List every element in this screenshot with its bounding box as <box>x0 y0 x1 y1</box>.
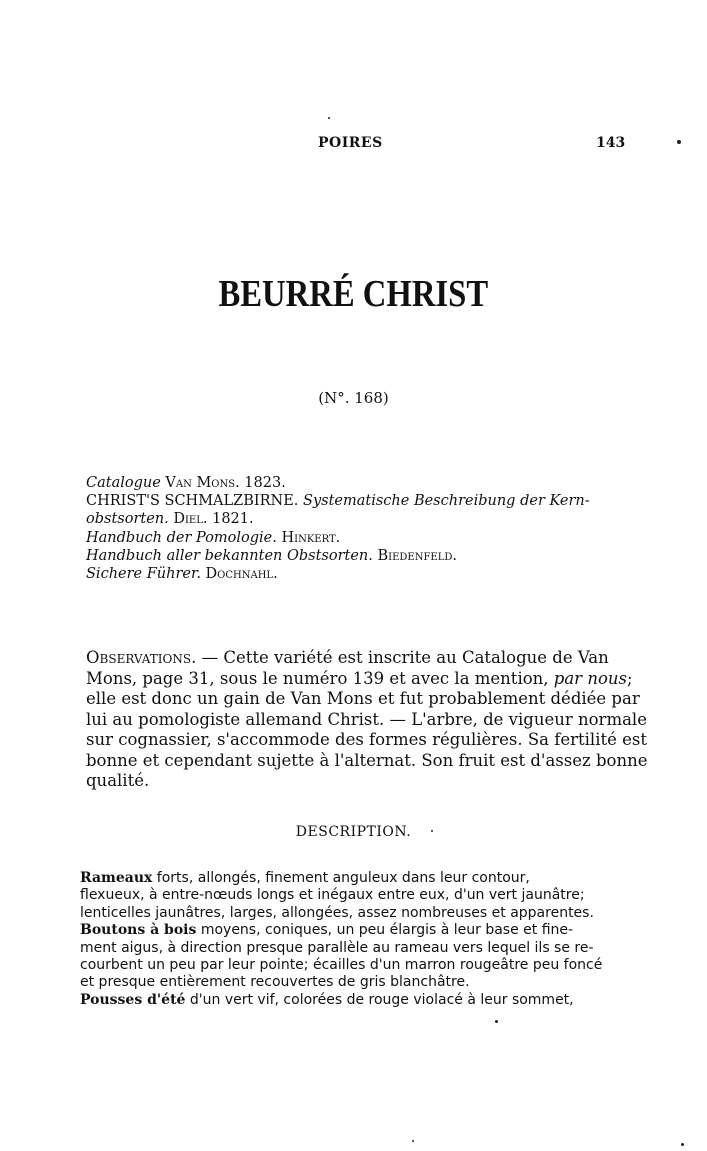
description-heading: DESCRIPTION. <box>295 824 412 840</box>
description-line <box>80 974 612 991</box>
description-line <box>80 922 612 939</box>
reference-line-part: CHRIST'S SCHMALZBIRNE. <box>86 493 304 510</box>
observations-line-part: Mons, page 31, sous le numéro 139 et avec la mention, <box>86 668 554 688</box>
scan-speck <box>328 117 330 119</box>
scan-speck <box>495 1020 498 1023</box>
observations-line <box>86 771 616 792</box>
description-line-part: et presque entièrement recouvertes de gris blanchâtre. <box>80 974 470 991</box>
observations-line <box>86 750 648 772</box>
reference-line <box>86 565 621 583</box>
reference-line <box>86 492 621 510</box>
page-number: 143 <box>596 135 626 151</box>
description-line-part: d'un vert vif, colorées de rouge violacé à leur sommet, <box>185 991 574 1008</box>
description-line-part: ment aigus, à direction presque parallèle au rameau vers lequel ils se re- <box>80 939 594 956</box>
scan-speck <box>677 140 681 144</box>
reference-line-part: Sichere Führer. <box>86 566 201 583</box>
description-paragraphs <box>80 870 612 1009</box>
description-line-part: courbent un peu par leur pointe; écailles d'un marron rougeâtre peu foncé <box>80 957 603 974</box>
observations-line-part: bonne et cependant sujette à l'alternat. Son fruit est d'assez bonne <box>86 750 648 770</box>
observations-line <box>86 730 647 751</box>
section-name: POIRES <box>318 135 383 151</box>
reference-line-part: Van Mons <box>160 475 236 491</box>
reference-line-part: . 1821. <box>202 511 254 528</box>
reference-line-part: Dochnahl <box>200 566 274 583</box>
reference-line-part: Biedenfeld <box>372 547 453 564</box>
observations-line <box>86 648 616 669</box>
observations-paragraph <box>86 648 648 792</box>
reference-line-part: . <box>273 566 278 583</box>
observations-line-part: qualité. <box>86 771 150 790</box>
description-line <box>80 887 612 904</box>
reference-line <box>86 510 621 528</box>
observations-line <box>86 689 640 710</box>
reference-line-part: Hinkert <box>276 529 336 546</box>
description-line-part: Pousses d'été <box>80 991 186 1008</box>
reference-line-part: . <box>452 547 457 564</box>
description-line-part: lenticelles jaunâtres, larges, allongées, assez nombreuses et apparentes. <box>80 904 594 921</box>
reference-line-part: Handbuch der Pomologie. <box>86 529 277 546</box>
description-line <box>80 905 612 922</box>
description-line-part: Boutons à bois <box>80 922 197 939</box>
reference-line-part: Systematische Beschreibung der Kern- <box>303 493 590 510</box>
reference-line-part: obstsorten. <box>86 511 169 528</box>
description-line <box>80 870 612 887</box>
observations-line-part: sur cognassier, s'accommode des formes régulières. Sa fertilité est <box>86 730 647 749</box>
observations-line <box>86 668 633 690</box>
description-line-part: flexueux, à entre-nœuds longs et inégaux entre eux, d'un vert jaunâtre; <box>80 887 585 904</box>
observations-line-part: par nous <box>553 668 627 688</box>
variety-number: (N°. 168) <box>318 389 389 407</box>
description-line <box>80 940 612 957</box>
scan-speck <box>431 830 433 832</box>
reference-line-part: . 1823. <box>235 475 286 491</box>
observations-line-part: Observations. <box>86 648 197 667</box>
observations-line <box>86 709 647 731</box>
description-line <box>80 957 612 974</box>
description-line-part: moyens, coniques, un peu élargis à leur base et fine- <box>196 922 574 939</box>
reference-line-part: . <box>335 529 341 546</box>
running-head <box>0 135 707 155</box>
observations-line-part: ; <box>626 668 633 688</box>
scan-speck <box>681 1143 684 1146</box>
reference-line <box>86 474 621 492</box>
observations-line-part: — Cette variété est inscrite au Catalogue de Van <box>196 648 609 667</box>
description-line-part: Rameaux <box>80 870 153 886</box>
description-line-part: forts, allongés, finement anguleux dans leur contour, <box>152 870 530 886</box>
observations-line-part: lui au pomologiste allemand Christ. — L'arbre, de vigueur normale <box>86 709 647 729</box>
reference-line <box>86 529 621 547</box>
reference-line-part: Handbuch aller bekannten Obstsorten. <box>86 547 373 564</box>
reference-line-part: Diel <box>168 511 203 528</box>
reference-line <box>86 547 621 565</box>
scan-speck <box>412 1140 414 1142</box>
references-list <box>86 474 621 583</box>
description-line <box>80 992 612 1009</box>
reference-line-part: Catalogue <box>86 475 161 491</box>
observations-line-part: elle est donc un gain de Van Mons et fut probablement dédiée par <box>86 689 640 708</box>
page-title: BEURRÉ CHRIST <box>218 273 489 315</box>
